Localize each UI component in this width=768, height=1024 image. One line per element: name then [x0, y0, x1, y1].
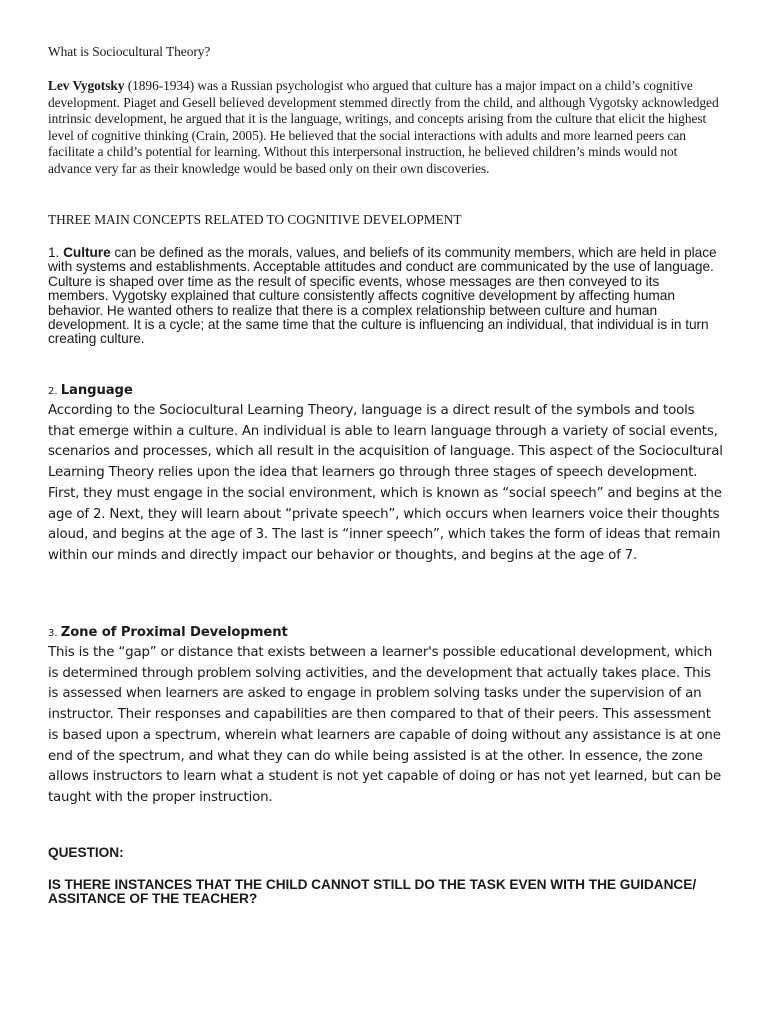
culture-text: can be defined as the morals, values, and beliefs of its community members, which are held in place with systems and establishments. Acceptable attitudes and conduct are communicated by the use of language. Culture is shaped over time as the result of specific events, whose messages are then conveyed to its members. Vygotsky explained that culture consistently affects cognitive development by affecting human behavior. He wanted others to realize that there is a complex relationship between culture and human development. It is a cycle; at the same time that the culture is influencing an individual, that individual is in turn creating culture. [48, 245, 717, 347]
language-heading [48, 381, 723, 399]
concepts-heading: THREE MAIN CONCEPTS RELATED TO COGNITIVE DEVELOPMENT [48, 212, 462, 227]
intro-text: (1896-1934) was a Russian psychologist who argued that culture has a major impact on a child’s cognitive development. Piaget and Gesell believed development stemmed directly from the child, and although Vygotsky acknowledged intrinsic development, he argued that it is the language, writings, and concepts arising from the culture that elicit the highest level of cognitive thinking (Crain, 2005). He believed that the social interactions with adults and more learned peers can facilitate a child’s potential for learning. Without this interpersonal instruction, he believed children’s minds would not advance very far as their knowledge would be based only on their own discoveries. [48, 78, 719, 176]
culture-term: Culture [63, 245, 111, 260]
question-label: QUESTION: [48, 845, 124, 860]
language-paragraph: According to the Sociocultural Learning Theory, language is a direct result of the symbols and tools that emerge within a culture. An individual is able to learn language through a variety of social events, scenarios and processes, which all result in the acquisition of language. This aspect of the Sociocultural Learning Theory relies upon the idea that learners go through three stages of speech development. First, they must engage in the social environment, which is known as “social speech” and begins at the age of 2. Next, they will learn about “private speech”, which occurs when learners voice their thoughts aloud, and begins at the age of 3. The last is “inner speech”, which takes the form of ideas that remain within our minds and directly impact our behavior or thoughts, and begins at the age of 7. [48, 403, 723, 563]
culture-paragraph [48, 246, 723, 347]
zpd-paragraph: This is the “gap” or distance that exists between a learner's possible educational development, which is determined through problem solving activities, and the development that actually takes place. This is assessed when learners are asked to engage in problem solving tasks under the supervision of an instructor. Their responses and capabilities are then compared to that of their peers. This assessment is based upon a spectrum, wherein what learners are capable of doing without any assistance is at one end of the spectrum, and what they can do while being assisted is at the other. In essence, the zone allows instructors to learn what a student is not yet capable of doing or has not yet learned, but can be taught with the proper instruction. [48, 645, 721, 805]
document-page [48, 0, 723, 1024]
question-text: IS THERE INSTANCES THAT THE CHILD CANNOT STILL DO THE TASK EVEN WITH THE GUIDANCE/ ASSITANCE OF THE TEACHER? [48, 877, 697, 907]
language-term: Language [60, 383, 133, 398]
document-title: What is Sociocultural Theory? [48, 44, 211, 59]
intro-paragraph [48, 78, 723, 178]
zpd-term: Zone of Proximal Development [60, 625, 288, 640]
culture-number: 1. [48, 245, 64, 260]
language-number: 2. [48, 386, 61, 397]
zpd-number: 3. [48, 628, 61, 639]
intro-name: Lev Vygotsky [48, 78, 125, 93]
zpd-heading [48, 623, 723, 641]
